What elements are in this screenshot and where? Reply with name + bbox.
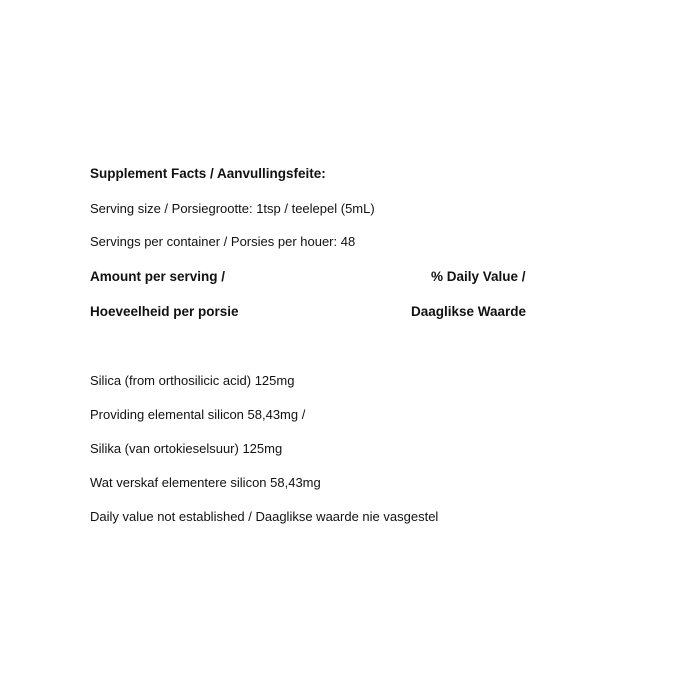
daaglikse-waarde-header: Daaglikse Waarde	[411, 304, 527, 319]
hoeveelheid-per-porsie-header: Hoeveelheid per porsie	[90, 304, 239, 319]
ingredient-line: Wat verskaf elementere silicon 58,43mg	[90, 475, 321, 490]
ingredient-line: Providing elemental silicon 58,43mg /	[90, 407, 306, 422]
ingredient-line: Silica (from orthosilicic acid) 125mg	[90, 373, 295, 388]
document-title: Supplement Facts / Aanvullingsfeite:	[90, 166, 326, 181]
amount-per-serving-header: Amount per serving /	[90, 269, 226, 284]
ingredient-line: Silika (van ortokieselsuur) 125mg	[90, 441, 283, 456]
daily-value-header: % Daily Value /	[431, 269, 526, 284]
daily-value-note: Daily value not established / Daaglikse waarde nie vasgestel	[90, 509, 439, 524]
serving-size: Serving size / Porsiegrootte: 1tsp / teelepel (5mL)	[90, 201, 375, 216]
servings-per-container: Servings per container / Porsies per houer: 48	[90, 234, 356, 249]
